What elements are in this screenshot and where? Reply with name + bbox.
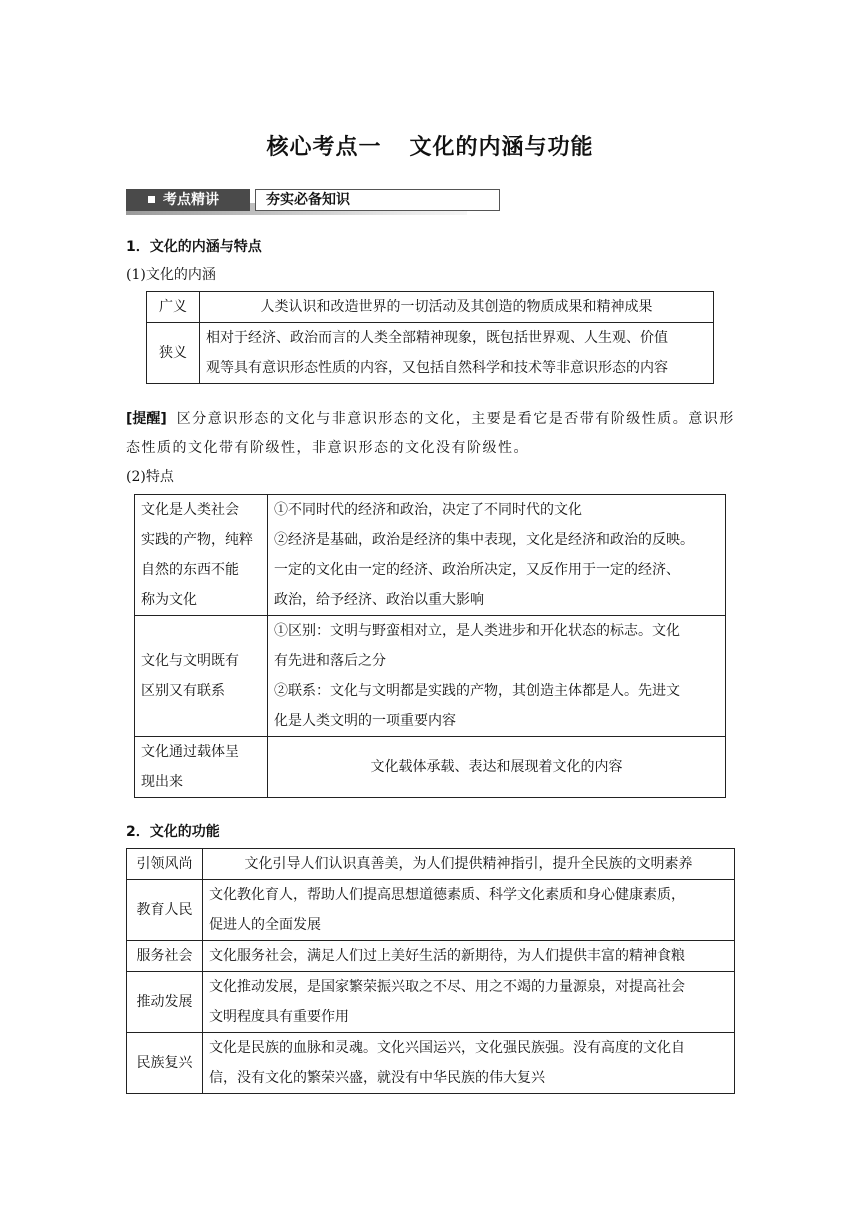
cell-line: 文化是人类社会 — [141, 502, 239, 518]
square-bullet-icon — [148, 196, 155, 203]
cell-line: 文明程度具有重要作用 — [209, 1009, 349, 1025]
table-cell-head — [135, 616, 268, 737]
table-cell-body: 文化服务社会，满足人们过上美好生活的新期待，为人们提供丰富的精神食粮 — [203, 941, 735, 972]
table-cell-body — [203, 1033, 735, 1094]
cell-line: 称为文化 — [141, 592, 197, 608]
table-cell-head — [135, 495, 268, 616]
cell-line: 区别又有联系 — [141, 683, 225, 699]
connotation-table — [146, 291, 714, 384]
table-row — [127, 880, 735, 941]
table-cell-head: 广义 — [147, 292, 200, 323]
table-cell-head: 服务社会 — [127, 941, 203, 972]
cell-line: 实践的产物，纯粹 — [141, 532, 253, 548]
table-row — [147, 292, 714, 323]
cell-line: 一定的文化由一定的经济、政治所决定，又反作用于一定的经济、 — [274, 562, 680, 578]
table-cell-head: 推动发展 — [127, 972, 203, 1033]
table-cell-body — [203, 880, 735, 941]
features-table — [134, 494, 726, 798]
table-row — [135, 616, 726, 737]
cell-line: 促进人的全面发展 — [209, 917, 321, 933]
section-heading-1 — [126, 236, 262, 256]
table-cell-head: 引领风尚 — [127, 849, 203, 880]
cell-line: 文化推动发展，是国家繁荣振兴取之不尽、用之不竭的力量源泉，对提高社会 — [209, 979, 685, 995]
table-row — [135, 495, 726, 616]
cell-line: 有先进和落后之分 — [274, 653, 386, 669]
table-row — [135, 737, 726, 798]
section-banner — [126, 188, 467, 215]
cell-line: 化是人类文明的一项重要内容 — [274, 713, 456, 729]
section-heading-2-text: 2．文化的功能 — [126, 824, 220, 840]
banner-dark-label — [126, 189, 250, 211]
section-heading-2 — [126, 821, 220, 841]
cell-line: 文化教化育人，帮助人们提高思想道德素质、科学文化素质和身心健康素质， — [209, 887, 685, 903]
table-cell-body — [268, 495, 726, 616]
reminder-line-1: 区分意识形态的文化与非意识形态的文化，主要是看它是否带有阶级性质。意识形 — [176, 411, 735, 427]
cell-line: 文化与文明既有 — [141, 653, 239, 669]
cell-line: ②经济是基础，政治是经济的集中表现，文化是经济和政治的反映。 — [274, 532, 694, 548]
cell-line: 政治，给予经济、政治以重大影响 — [274, 592, 484, 608]
table-row — [147, 323, 714, 384]
table-cell-body: 文化载体承载、表达和展现着文化的内容 — [268, 737, 726, 798]
cell-line: 文化是民族的血脉和灵魂。文化兴国运兴，文化强民族强。没有高度的文化自 — [209, 1040, 685, 1056]
table-row — [127, 941, 735, 972]
table-row — [127, 1033, 735, 1094]
functions-table — [126, 848, 735, 1094]
title-part-2: 文化的内涵与功能 — [409, 135, 594, 160]
cell-line: 信，没有文化的繁荣兴盛，就没有中华民族的伟大复兴 — [209, 1070, 545, 1086]
table-cell-body — [203, 972, 735, 1033]
section-heading-1-text: 1．文化的内涵与特点 — [126, 239, 262, 255]
table-cell-head — [135, 737, 268, 798]
table-cell-body — [268, 616, 726, 737]
table-cell-head: 教育人民 — [127, 880, 203, 941]
subheading-connotation: (1)文化的内涵 — [126, 267, 216, 283]
title-part-1: 核心考点一 — [266, 135, 382, 160]
reminder-note — [126, 405, 736, 463]
subheading-features: (2)特点 — [126, 469, 174, 485]
table-row — [127, 972, 735, 1033]
cell-line: 观等具有意识形态性质的内容，又包括自然科学和技术等非意识形态的内容 — [206, 360, 668, 376]
cell-line: 自然的东西不能 — [141, 562, 239, 578]
table-cell-body: 文化引导人们认识真善美，为人们提供精神指引，提升全民族的文明素养 — [203, 849, 735, 880]
cell-line: ①区别：文明与野蛮相对立，是人类进步和开化状态的标志。文化 — [274, 623, 680, 639]
banner-light-label: 夯实必备知识 — [255, 189, 500, 211]
reminder-tag: [提醒] — [126, 411, 167, 427]
table-cell-head: 民族复兴 — [127, 1033, 203, 1094]
cell-line: 文化通过载体呈 — [141, 744, 239, 760]
cell-line: ①不同时代的经济和政治，决定了不同时代的文化 — [274, 502, 582, 518]
banner-dark-text: 考点精讲 — [163, 192, 219, 208]
cell-line: 相对于经济、政治而言的人类全部精神现象，既包括世界观、人生观、价值 — [206, 330, 668, 346]
table-cell-head: 狭义 — [147, 323, 200, 384]
cell-line: 现出来 — [141, 774, 183, 790]
page-title — [0, 130, 860, 161]
cell-line: ②联系：文化与文明都是实践的产物，其创造主体都是人。先进文 — [274, 683, 680, 699]
reminder-line-2: 态性质的文化带有阶级性，非意识形态的文化没有阶级性。 — [126, 440, 529, 456]
table-row — [127, 849, 735, 880]
table-cell-body — [200, 323, 714, 384]
table-cell-body: 人类认识和改造世界的一切活动及其创造的物质成果和精神成果 — [200, 292, 714, 323]
